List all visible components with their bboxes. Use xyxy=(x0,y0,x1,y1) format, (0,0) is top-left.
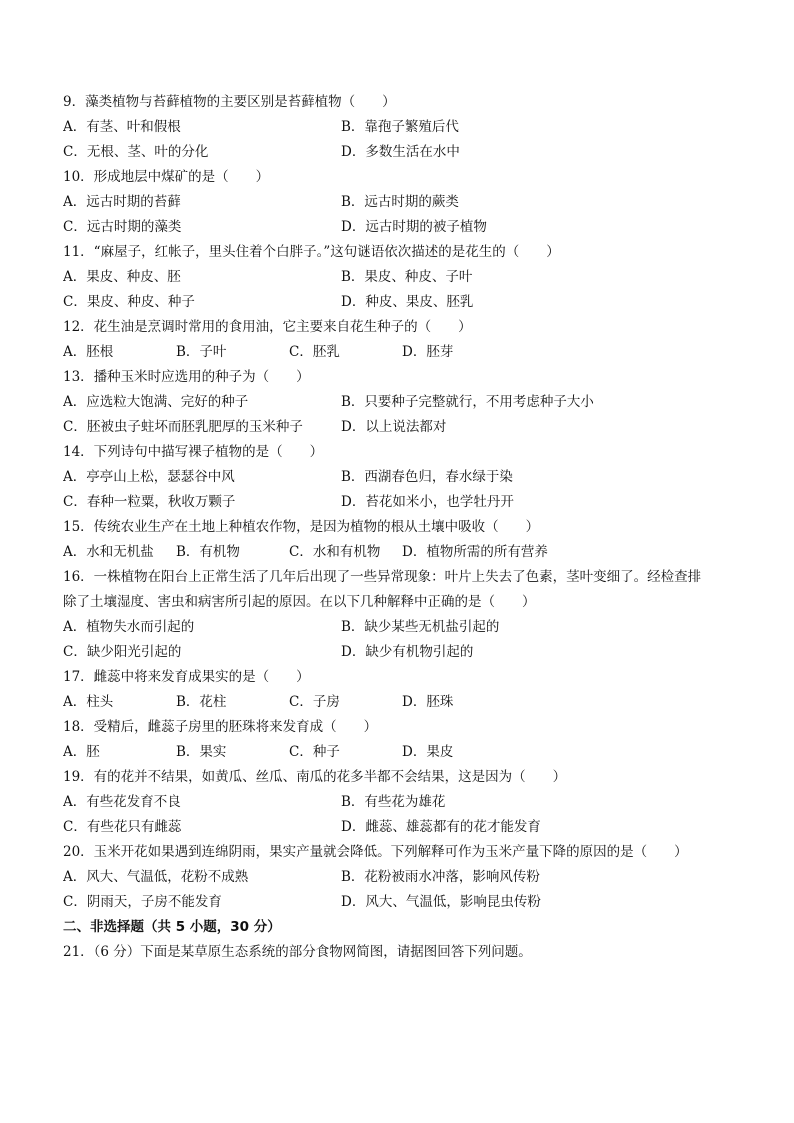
question-16-options-row-2 xyxy=(63,640,743,665)
question-11-options-row-1 xyxy=(63,265,743,290)
option-b: B．远古时期的蕨类 xyxy=(341,194,459,210)
option-b: B．靠孢子繁殖后代 xyxy=(341,119,459,135)
option-b: B．花粉被雨水冲落，影响风传粉 xyxy=(341,869,540,885)
question-9-options-row-2 xyxy=(63,140,743,165)
option-c: C．远古时期的藻类 xyxy=(63,219,182,235)
option-c: C．水和有机物 xyxy=(289,544,381,560)
question-13-options-row-2 xyxy=(63,415,743,440)
option-a: A．胚 xyxy=(63,744,100,760)
option-a: A．柱头 xyxy=(63,694,114,710)
question-14-options-row-1 xyxy=(63,465,743,490)
option-a: A．亭亭山上松，瑟瑟谷中风 xyxy=(63,469,235,485)
option-b: B．子叶 xyxy=(176,344,227,360)
option-c: C．胚乳 xyxy=(289,344,340,360)
question-18-stem: 18．受精后，雌蕊子房里的胚珠将来发育成（ ） xyxy=(63,719,378,735)
question-9-options-row-1 xyxy=(63,115,743,140)
option-b: B．有些花为雄花 xyxy=(341,794,446,810)
option-a: A．水和无机盐 xyxy=(63,544,154,560)
option-a: A．植物失水而引起的 xyxy=(63,619,195,635)
option-a: A．有茎、叶和假根 xyxy=(63,119,181,135)
section-2-title: 二、非选择题（共 5 小题，30 分） xyxy=(63,919,281,935)
option-a: A．胚根 xyxy=(63,344,114,360)
option-d: D．种皮、果皮、胚乳 xyxy=(341,294,474,310)
option-c: C．春种一粒粟，秋收万颗子 xyxy=(63,494,236,510)
question-14-options-row-2 xyxy=(63,490,743,515)
option-c: C．子房 xyxy=(289,694,340,710)
question-19-options-row-1 xyxy=(63,790,743,815)
option-c: C．阴雨天，子房不能发育 xyxy=(63,894,222,910)
option-b: B．只要种子完整就行，不用考虑种子大小 xyxy=(341,394,594,410)
option-b: B．花柱 xyxy=(176,694,227,710)
question-20-stem: 20．玉米开花如果遇到连绵阴雨，果实产量就会降低。下列解释可作为玉米产量下降的原因的是（ ） xyxy=(63,844,688,860)
question-10-stem: 10．形成地层中煤矿的是（ ） xyxy=(63,169,270,185)
option-a: A．风大、气温低，花粉不成熟 xyxy=(63,869,249,885)
option-d: D．苔花如米小，也学牡丹开 xyxy=(341,494,514,510)
question-11-options-row-2 xyxy=(63,290,743,315)
question-18-options-row xyxy=(63,740,743,765)
option-c: C．无根、茎、叶的分化 xyxy=(63,144,209,160)
option-d: D．缺少有机物引起的 xyxy=(341,644,474,660)
option-a: A．果皮、种皮、胚 xyxy=(63,269,181,285)
question-20-options-row-1 xyxy=(63,865,743,890)
option-c: C．果皮、种皮、种子 xyxy=(63,294,195,310)
question-9-stem: 9．藻类植物与苔藓植物的主要区别是苔藓植物（ ） xyxy=(63,94,396,110)
option-a: A．有些花发育不良 xyxy=(63,794,181,810)
question-19-options-row-2 xyxy=(63,815,743,840)
option-b: B．有机物 xyxy=(176,544,240,560)
option-d: D．雌蕊、雄蕊都有的花才能发育 xyxy=(341,819,541,835)
question-16-options-row-1 xyxy=(63,615,743,640)
question-17-options-row xyxy=(63,690,743,715)
option-c: C．种子 xyxy=(289,744,340,760)
option-a: A．远古时期的苔藓 xyxy=(63,194,181,210)
question-13-stem: 13．播种玉米时应选用的种子为（ ） xyxy=(63,369,310,385)
question-13-options-row-1 xyxy=(63,390,743,415)
option-b: B．果实 xyxy=(176,744,227,760)
question-12-stem: 12．花生油是烹调时常用的食用油，它主要来自花生种子的（ ） xyxy=(63,319,472,335)
exam-page xyxy=(63,90,743,965)
question-16-stem: 16．一株植物在阳台上正常生活了几年后出现了一些异常现象：叶片上失去了色素，茎叶变细了。经检查排 xyxy=(63,569,702,585)
question-17-stem: 17．雌蕊中将来发育成果实的是（ ） xyxy=(63,669,310,685)
option-d: D．果皮 xyxy=(402,744,454,760)
option-b: B．果皮、种皮、子叶 xyxy=(341,269,473,285)
option-b: B．西湖春色归，春水绿于染 xyxy=(341,469,513,485)
question-15-stem: 15．传统农业生产在土地上种植农作物，是因为植物的根从土壤中吸收（ ） xyxy=(63,519,540,535)
question-10-options-row-1 xyxy=(63,190,743,215)
option-c: C．有些花只有雌蕊 xyxy=(63,819,182,835)
option-d: D．风大、气温低，影响昆虫传粉 xyxy=(341,894,541,910)
option-d: D．多数生活在水中 xyxy=(341,144,460,160)
option-b: B．缺少某些无机盐引起的 xyxy=(341,619,500,635)
question-15-options-row xyxy=(63,540,743,565)
option-d: D．胚芽 xyxy=(402,344,454,360)
question-12-options-row xyxy=(63,340,743,365)
question-20-options-row-2 xyxy=(63,890,743,915)
question-21-stem: 21．（6 分）下面是某草原生态系统的部分食物网简图，请据图回答下列问题。 xyxy=(63,944,532,960)
question-16-stem-continued: 除了土壤湿度、害虫和病害所引起的原因。在以下几种解释中正确的是（ ） xyxy=(63,594,536,610)
option-a: A．应选粒大饱满、完好的种子 xyxy=(63,394,249,410)
question-10-options-row-2 xyxy=(63,215,743,240)
option-c: C．胚被虫子蛀坏而胚乳肥厚的玉米种子 xyxy=(63,419,303,435)
question-19-stem: 19．有的花并不结果，如黄瓜、丝瓜、南瓜的花多半都不会结果，这是因为（ ） xyxy=(63,769,567,785)
option-d: D．胚珠 xyxy=(402,694,454,710)
question-11-stem: 11．“麻屋子，红帐子，里头住着个白胖子。”这句谜语依次描述的是花生的（ ） xyxy=(63,244,560,260)
option-d: D．植物所需的所有营养 xyxy=(402,544,548,560)
option-d: D．以上说法都对 xyxy=(341,419,447,435)
question-14-stem: 14．下列诗句中描写裸子植物的是（ ） xyxy=(63,444,324,460)
option-d: D．远古时期的被子植物 xyxy=(341,219,487,235)
option-c: C．缺少阳光引起的 xyxy=(63,644,182,660)
